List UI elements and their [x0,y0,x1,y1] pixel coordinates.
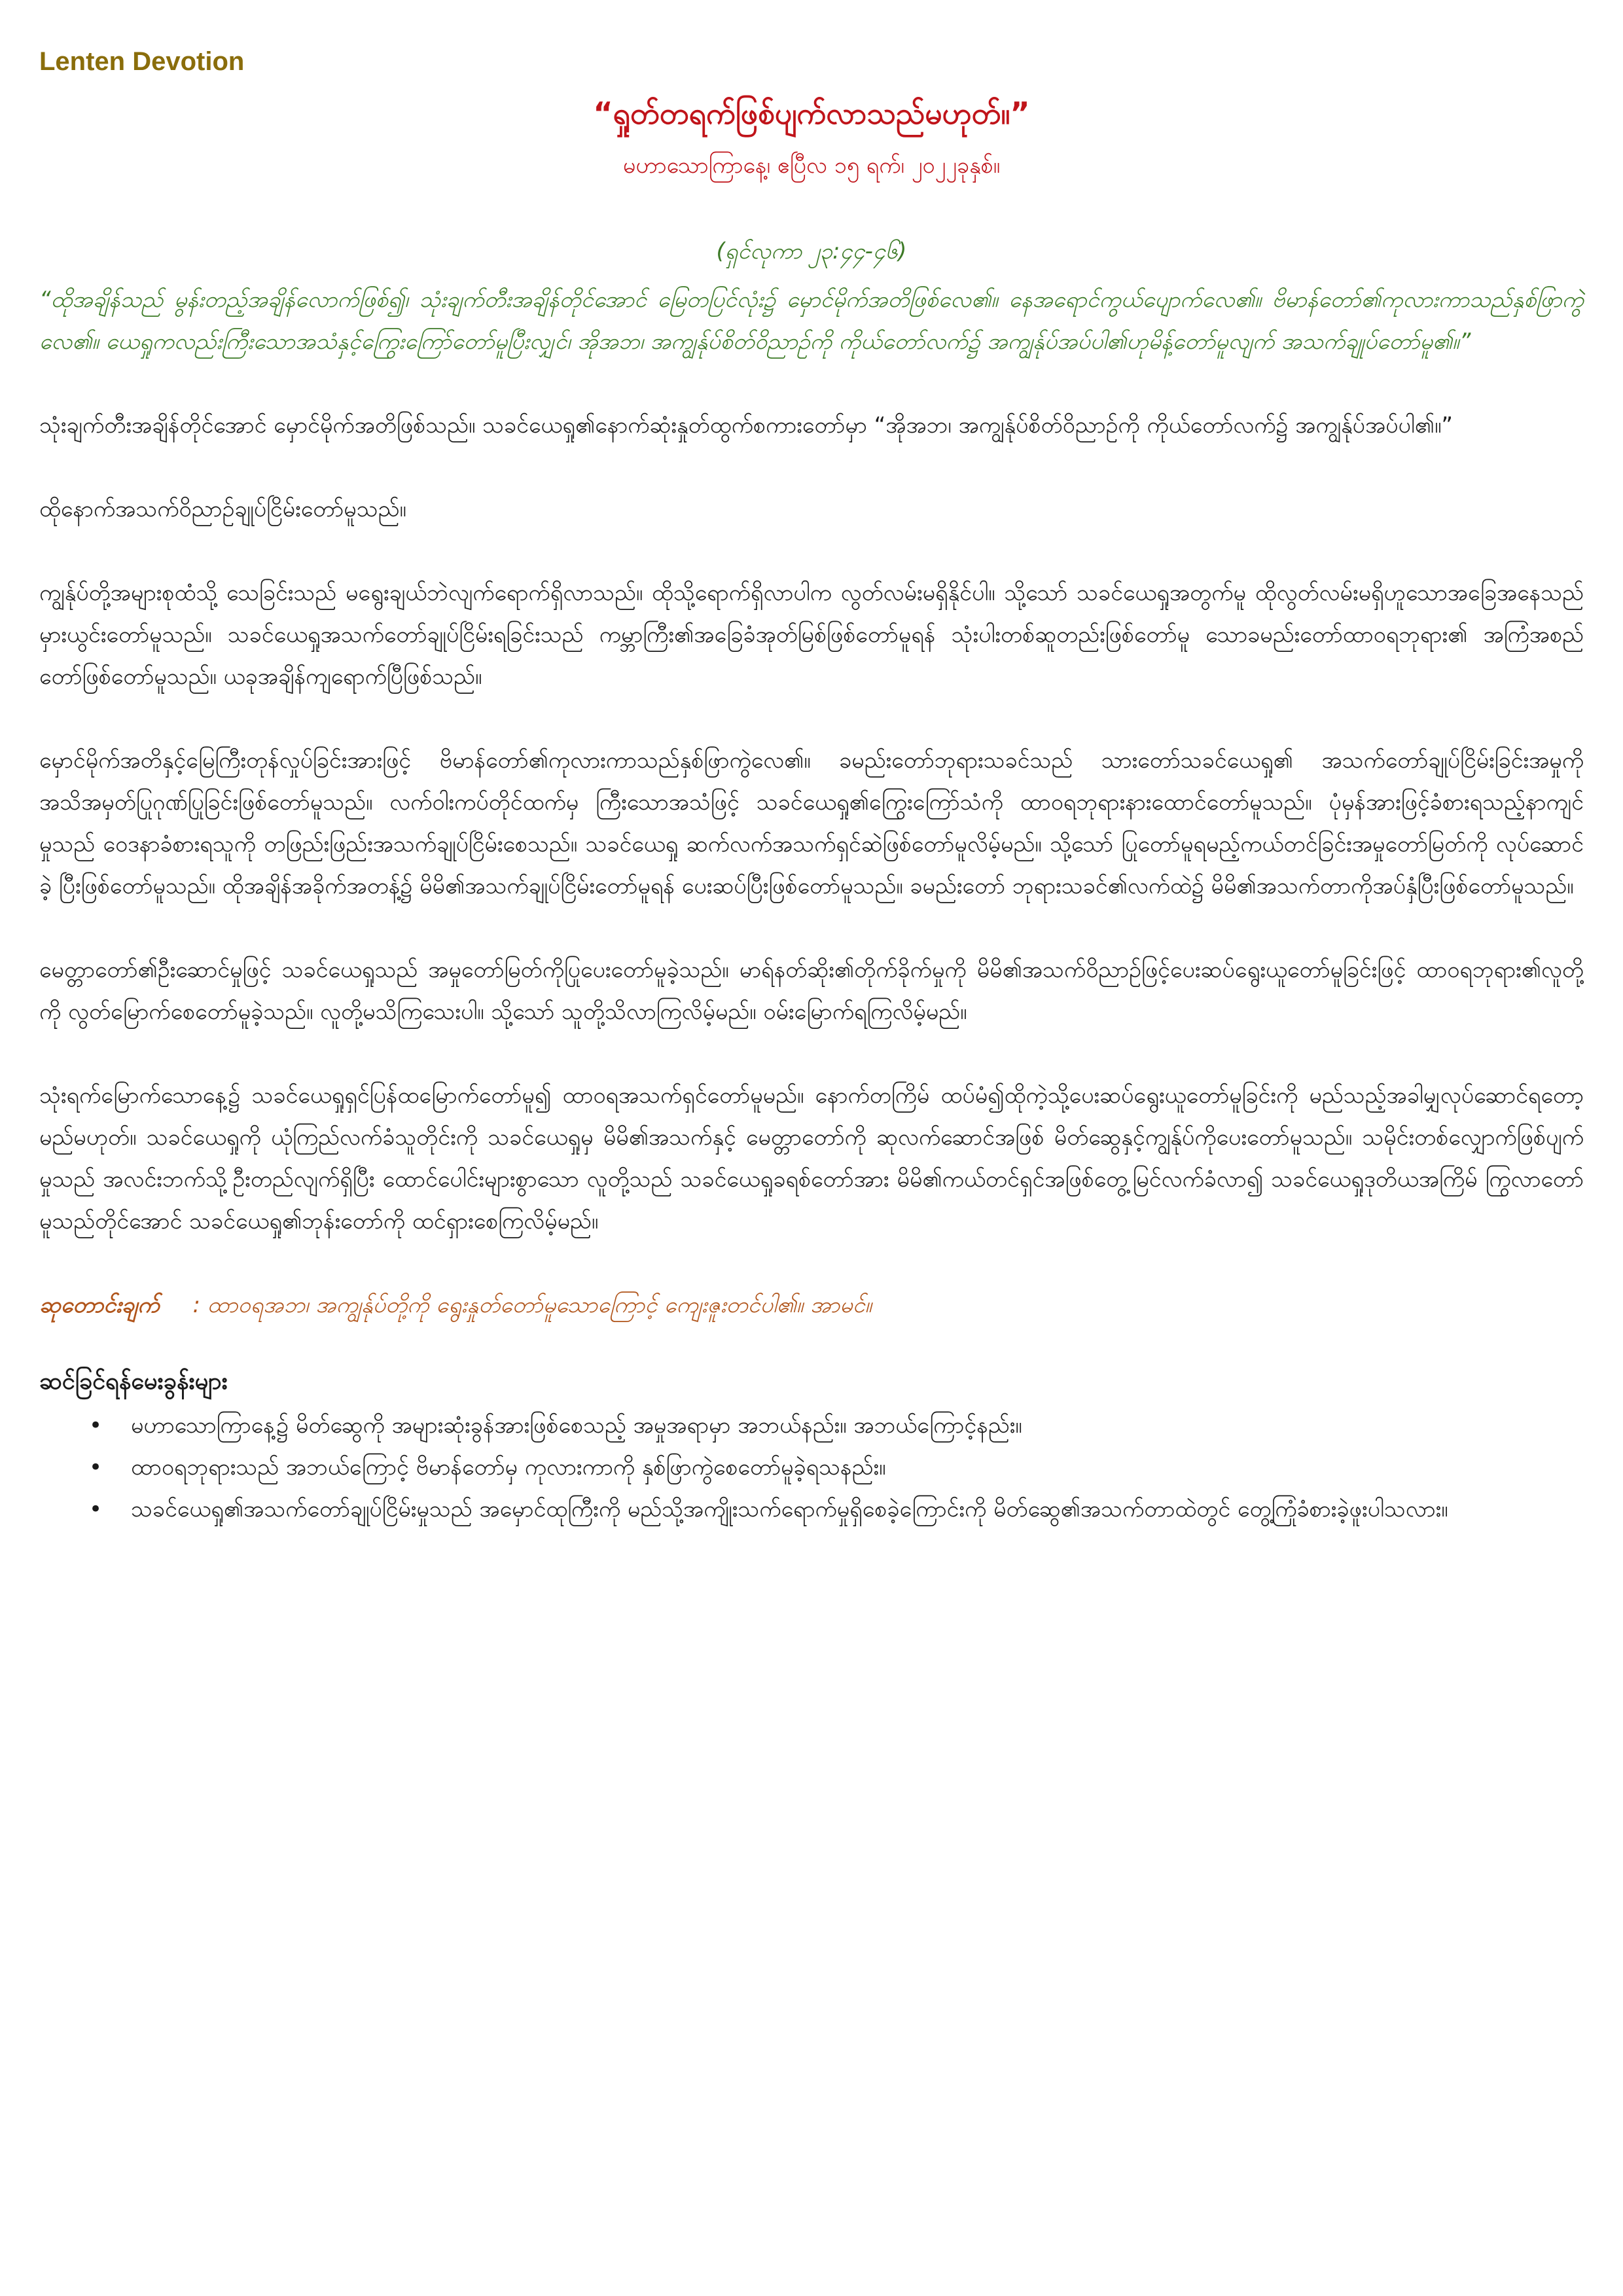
prayer-section [39,1284,1584,1326]
body-paragraph: သုံးချက်တီးအချိန်တိုင်အောင် မှောင်မိုက်အတိဖြစ်သည်။ သခင်ယေရှု၏နောက်ဆုံးနှုတ်ထွက်စကားတော်မှာ “အိုအဘ၊ အကျွန်ုပ်စိတ်ဝိညာဉ်ကို ကိုယ်တော်လက်၌ အကျွန်ုပ်အပ်ပါ၏။” [39,412,1453,439]
body-paragraph: မှောင်မိုက်အတိနှင့်မြေကြီးတုန်လှုပ်ခြင်းအားဖြင့် ဗိမာန်တော်၏ကုလားကာသည်နှစ်ဖြာကွဲလေ၏။ ခမည်းတော်ဘုရားသခင်သည် သားတော်သခင်ယေရှု၏ အသက်တော်ချုပ်ငြိမ်းခြင်းအမှုကို အသိအမှတ်ပြုဂုဏ်ပြုခြင်းဖြစ်တော်မူသည်။ လက်ဝါးကပ်တိုင်ထက်မှ ကြီးသောအသံဖြင့် သခင်ယေရှု၏ကြွေးကြော်သံကို ထာဝရဘုရားနားထောင်တော်မူသည်။ ပုံမှန်အားဖြင့်ခံစားရသည့်နာကျင်မှုသည် ဝေဒနာခံစားရသူကို တဖြည်းဖြည်းအသက်ချုပ်ငြိမ်းစေသည်။ သခင်ယေရှု ဆက်လက်အသက်ရှင်ဆဲဖြစ်တော်မူလိမ့်မည်။ သို့သော် ပြုတော်မူရမည့်ကယ်တင်ခြင်းအမှုတော်မြတ်ကို လုပ်ဆောင်ခဲ့ ပြီးဖြစ်တော်မူသည်။ ထိုအချိန်အခိုက်အတန့်၌ မိမိ၏အသက်ချုပ်ငြိမ်းတော်မူရန် ပေးဆပ်ပြီးဖြစ်တော်မူသည်။ ခမည်းတော် ဘုရားသခင်၏လက်ထဲ၌ မိမိ၏အသက်တာကိုအပ်နှံပြီးဖြစ်တော်မူသည်။ [39,747,1584,899]
body-paragraph: ထိုနောက်အသက်ဝိညာဉ်ချုပ်ငြိမ်းတော်မူသည်။ [39,496,406,522]
body-paragraph: မေတ္တာတော်၏ဦးဆောင်မှုဖြင့် သခင်ယေရှုသည် အမှုတော်မြတ်ကိုပြုပေးတော်မူခဲ့သည်။ မာရ်နတ်ဆိုး၏တိုက်ခိုက်မှုကို မိမိ၏အသက်ဝိညာဉ်ဖြင့်ပေးဆပ်ရွေးယူတော်မူခြင်းဖြင့် ထာဝရဘုရား၏လူတို့ကို လွတ်မြောက်စေတော်မူခဲ့သည်။ လူတို့မသိကြသေးပါ။ သို့သော် သူတို့သိလာကြလိမ့်မည်။ ဝမ်းမြောက်ရကြလိမ့်မည်။ [39,957,1584,1025]
page-title: “ရှုတ်တရက်ဖြစ်ပျက်လာသည်မဟုတ်။” [593,96,1030,131]
question-text: မဟာသောကြာနေ့၌ မိတ်ဆွေကို အများဆုံးခွန်အားဖြစ်စေသည့် အမှုအရာမှာ အဘယ်နည်း။ အဘယ်ကြောင့်နည်း။ [131,1412,1022,1439]
question-text: ထာဝရဘုရားသည် အဘယ်ကြောင့် ဗိမာန်တော်မှ ကုလားကာကို နှစ်ဖြာကွဲစေတော်မူခဲ့ရသနည်း။ [131,1454,886,1480]
question-text: သခင်ယေရှု၏အသက်တော်ချုပ်ငြိမ်းမှုသည် အမှောင်ထုကြီးကို မည်သို့အကျိုးသက်ရောက်မှုရှိစေခဲ့ကြောင်းကို မိတ်ဆွေ၏အသက်တာထဲတွင် တွေ့ကြုံခံစားခဲ့ဖူးပါသလား။ [131,1496,1448,1522]
date-line: မဟာသောကြာနေ့၊ ဧပြီလ ၁၅ ရက်၊ ၂၀၂၂ခုနှစ်။ [622,152,1001,179]
prayer-text: : ထာဝရအဘ၊ အကျွန်ုပ်တို့ကို ရွေးနှုတ်တော်မူသောကြောင့် ကျေးဇူးတင်ပါ၏။ အာမင်။ [192,1292,872,1318]
list-item [39,1488,1584,1530]
bullet-icon: • [89,1496,103,1522]
scripture-reference: (ရှင်လုကာ ၂၃:၄၄-၄၆) [716,238,907,264]
prayer-label: ဆုတောင်းချက် [39,1292,160,1318]
bullet-icon: • [89,1454,103,1480]
header-label: Lenten Devotion [39,47,245,76]
list-item [39,1405,1584,1446]
body-paragraph: ကျွန်ုပ်တို့အများစုထံသို့ သေခြင်းသည် မရွေးချယ်ဘဲလျက်ရောက်ရှိလာသည်။ ထိုသို့ရောက်ရှိလာပါက လွတ်လမ်းမရှိနိုင်ပါ။ သို့သော် သခင်ယေရှုအတွက်မူ ထိုလွတ်လမ်းမရှိဟူသောအခြေအနေသည် မှားယွင်းတော်မူသည်။ သခင်ယေရှုအသက်တော်ချုပ်ငြိမ်းရခြင်းသည် ကမ္ဘာကြီး၏အခြေခံအုတ်မြစ်ဖြစ်တော်မူရန် သုံးပါးတစ်ဆူတည်းဖြစ်တော်မူ သောခမည်းတော်ထာဝရဘုရား၏ အကြံအစည်တော်ဖြစ်တော်မူသည်။ ယခုအချိန်ကျရောက်ပြီဖြစ်သည်။ [39,580,1584,690]
bullet-icon: • [89,1412,103,1439]
scripture-text: “ထိုအချိန်သည် မွန်းတည့်အချိန်လောက်ဖြစ်၍၊ သုံးချက်တီးအချိန်တိုင်အောင် မြေတပြင်လုံး၌ မှောင်မိုက်အတိဖြစ်လေ၏။ နေအရောင်ကွယ်ပျောက်လေ၏။ ဗိမာန်တော်၏ကုလားကာသည်နှစ်ဖြာကွဲလေ၏။ ယေရှုကလည်းကြီးသောအသံနှင့်ကြွေးကြော်တော်မူပြီးလျှင်၊ အိုအဘ၊ အကျွန်ုပ်စိတ်ဝိညာဉ်ကို ကိုယ်တော်လက်၌ အကျွန်ုပ်အပ်ပါ၏ဟုမိန့်တော်မူလျက် အသက်ချုပ်တော်မူ၏။” [39,287,1584,355]
questions-title: ဆင်ခြင်ရန်မေးခွန်းများ [39,1368,228,1395]
questions-list [39,1405,1584,1530]
body-paragraph: သုံးရက်မြောက်သောနေ့၌ သခင်ယေရှုရှင်ပြန်ထမြောက်တော်မူ၍ ထာဝရအသက်ရှင်တော်မူမည်။ နောက်တကြိမ် ထပ်မံ၍ထိုကဲ့သို့ပေးဆပ်ရွေးယူတော်မူခြင်းကို မည်သည့်အခါမျှလုပ်ဆောင်ရတော့မည်မဟုတ်။ သခင်ယေရှုကို ယုံကြည်လက်ခံသူတိုင်းကို သခင်ယေရှုမှ မိမိ၏အသက်နှင့် မေတ္တာတော်ကို ဆုလက်ဆောင်အဖြစ် မိတ်ဆွေနှင့်ကျွန်ုပ်ကိုပေးတော်မူသည်။ သမိုင်းတစ်လျှောက်ဖြစ်ပျက်မှုသည် အလင်းဘက်သို့ဦးတည်လျက်ရှိပြီး ထောင်ပေါင်းများစွာသော လူတို့သည် သခင်ယေရှုခရစ်တော်အား မိမိ၏ကယ်တင်ရှင်အဖြစ်တွေ့မြင်လက်ခံလာ၍ သခင်ယေရှုဒုတိယအကြိမ် ကြွလာတော်မူသည်တိုင်အောင် သခင်ယေရှု၏ဘုန်းတော်ကို ထင်ရှားစေကြလိမ့်မည်။ [39,1083,1584,1234]
list-item [39,1446,1584,1488]
